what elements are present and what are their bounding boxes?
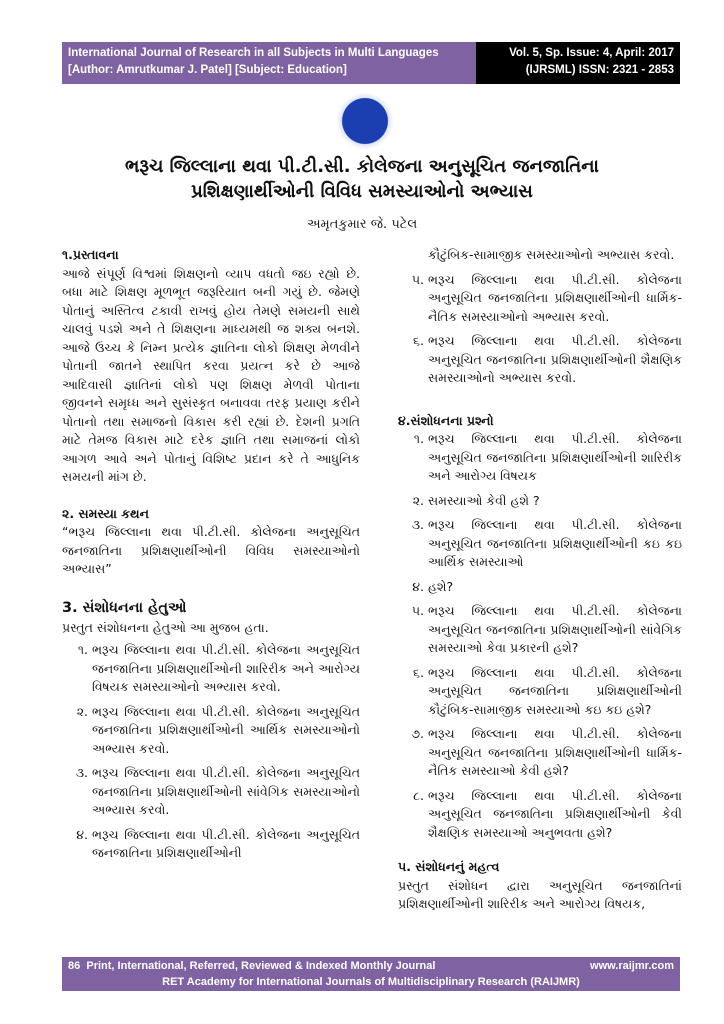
list-item: ૨. ભરૂચ જિલ્લાના થવા પી.ટી.સી. કોલેજના અનુસૂચિત જનજાતિના પ્રશિક્ષણાર્થીઓની આર્થિક સમસ્યાઓનો અભ્યાસ કરવો. bbox=[76, 703, 360, 756]
page-footer bbox=[62, 957, 680, 991]
list-item: ૭. ભરૂચ જિલ્લાના થવા પી.ટી.સી. કોલેજના અનુસૂચિત જનજાતિના પ્રશિક્ષણાર્થીઓની ધાર્મિક-નૈતિક સમસ્યાઓ કેવી હશે? bbox=[411, 726, 682, 778]
list-item: ૩. ભરૂચ જિલ્લાના થવા પી.ટી.સી. કોલેજના અનુસૂચિત જનજાતિના પ્રશિક્ષણાર્થીઓની સાંવેગિક સમસ્યાઓનો અભ્યાસ કરવો. bbox=[75, 765, 360, 817]
paper-author: અમૃતકુમાર જે. પટેલ bbox=[306, 217, 418, 232]
journal-logo bbox=[336, 92, 394, 150]
footer-publisher: RET Academy for International Journals of Multidisciplinary Research (RAIJMR) bbox=[162, 976, 580, 988]
list-item: ૨. સમસ્યાઓ કેવી હશે ? bbox=[412, 492, 540, 508]
list-item: ૫. ભરૂચ જિલ્લાના થવા પી.ટી.સી. કોલેજના અનુસૂચિત જનજાતિના પ્રશિક્ષણાર્થીઓની ધાર્મિક-નૈતિક સમસ્યાઓનો અભ્યાસ કરવો. bbox=[411, 271, 682, 324]
list-item: ૧. ભરૂચ જિલ્લાના થવા પી.ટી.સી. કોલેજના અનુસૂચિત જનજાતિના પ્રશિક્ષણાર્થીઓની શારિરીક અને આરોગ્ય વિષયક bbox=[413, 431, 682, 483]
list-item: ૮. ભરૂચ જિલ્લાના થવા પી.ટી.સી. કોલેજના અનુસૂચિત જનજાતિના પ્રશિક્ષણાર્થીઓની કેવી શૈક્ષણિક સમસ્યાઓ અનુભવતા હશે? bbox=[413, 787, 682, 840]
header-left bbox=[62, 42, 476, 84]
issn-info: (IJRSML) ISSN: 2321 - 2853 bbox=[525, 64, 674, 76]
section-heading: ૧.પ્રસ્તાવના bbox=[62, 247, 119, 262]
objectives-list bbox=[62, 641, 360, 863]
section-heading: ૫. સંશોધનનું મહત્વ bbox=[398, 859, 500, 874]
paragraph: પ્રસ્તુત સંશોધન દ્વારા અનુસૂચિત જનજાતિનાં પ્રશિક્ષણાર્થીઓની શારિરીક અને આરોગ્ય વિષયક, bbox=[398, 877, 682, 911]
footer-journal-line: Print, International, Referred, Reviewed & Indexed Monthly Journal bbox=[86, 960, 436, 972]
list-item: ૬. ભરૂચ જિલ્લાના થવા પી.ટી.સી. કોલેજના અનુસૂચિત જનજાતિના પ્રશિક્ષણાર્થીઓની કૌટુંબિક-સામાજીક સમસ્યાઓ કઇ કઇ હશે? bbox=[413, 664, 682, 717]
list-item: ૬. ભરૂચ જિલ્લાના થવા પી.ટી.સી. કોલેજના અનુસૂચિત જનજાતિના પ્રશિક્ષણાર્થીઓની શૈક્ષણિક સમસ્યાઓનો અભ્યાસ કરવો. bbox=[413, 333, 682, 385]
volume-info: Vol. 5, Sp. Issue: 4, April: 2017 bbox=[509, 47, 674, 59]
questions-list bbox=[398, 430, 682, 842]
author-subject: [Author: Amrutkumar J. Patel] [Subject: Education] bbox=[68, 64, 347, 76]
header-right bbox=[476, 42, 680, 84]
paragraph: પ્રસ્તુત સંશોધનના હેતુઓ આ મુજબ હતા. bbox=[62, 619, 269, 635]
section-heading: 3. સંશોધનના હેતુઓ bbox=[62, 599, 187, 616]
paragraph: “ભરૂચ જિલ્લાના થવા પી.ટી.સી. કોલેજના અનુસૂચિત જનજાતિના પ્રશિક્ષણાર્થીઓની વિવિધ સમસ્યાઓનો અભ્યાસ” bbox=[62, 524, 360, 576]
list-item-continued: કૌટુંબિક-સામાજીક સમસ્યાઓનો અભ્યાસ કરવો. bbox=[428, 247, 675, 262]
website-link[interactable]: www.raijmr.com bbox=[590, 960, 674, 972]
left-column bbox=[62, 246, 360, 869]
journal-name: International Journal of Research in all Subjects in Multi Languages bbox=[68, 47, 439, 59]
page-number: 86 bbox=[68, 960, 81, 972]
list-item: ૧. ભરૂચ જિલ્લાના થવા પી.ટી.સી. કોલેજના અનુસૂચિત જનજાતિના પ્રશિક્ષણાર્થીઓની શારિરીક અને આરોગ્ય વિષયક સમસ્યાઓનો અભ્યાસ કરવો. bbox=[77, 642, 360, 694]
section-heading: ૨. સમસ્યા કથન bbox=[62, 505, 149, 521]
page-header bbox=[62, 42, 680, 84]
section-heading: ૪.સંશોધનના પ્રશ્નો bbox=[398, 412, 494, 428]
objectives-list-continued bbox=[398, 271, 682, 388]
list-item: ૪. ભરૂચ જિલ્લાના થવા પી.ટી.સી. કોલેજના અનુસૂચિત જનજાતિના પ્રશિક્ષણાર્થીઓની bbox=[76, 826, 360, 860]
list-item: ૫. ભરૂચ જિલ્લાના થવા પી.ટી.સી. કોલેજના અનુસૂચિત જનજાતિના પ્રશિક્ષણાર્થીઓની સાંવેગિક સમસ્યાઓ કેવા પ્રકારની હશે? bbox=[411, 603, 682, 655]
list-item: ૪. હશે? bbox=[412, 578, 454, 594]
paragraph: આજે સંપૂર્ણ વિશ્વમાં શિક્ષણનો વ્યાપ વધતો જઇ રહ્યો છે. બધા માટે શિક્ષણ મૂળભૂત જરૂરિયાત બની ગયું છે. જેમણે પોતાનું અસ્તિત્વ ટકાવી રાખવું હોય તેમણે સમયની સાથે ચાલવું પડશે અને તે શિક્ષણના માધ્યમથી જ શક્ય બનશે. આજે ઉચ્ચ કે નિમ્ન પ્રત્યેક જ્ઞાતિના લોકો શિક્ષણ મેળવીને પોતાની જાતને સ્થાપિત કરવા પ્રયત્ન કરે છે આજે આદિવાસી જ્ઞાતિનાં લોકો પણ શિક્ષણ મેળવી પોતાના જીવનને સમૃધ્ધ અને સુસંસ્કૃત બનાવવા તરફ પ્રયાણ કરીને પોતાનો તથા સમાજનો વિકાસ કરી રહ્યાં છે. દેશની પ્રગતિ માટે તેમજ વિકાસ માટે દરેક જ્ઞાતિ તથા સમાજનાં લોકો આગળ આવે અને પોતાનું વિશિષ્ટ પ્રદાન કરે તે આધુનિક સમયની માંગ છે. bbox=[62, 265, 360, 484]
list-item: ૩. ભરૂચ જિલ્લાના થવા પી.ટી.સી. કોલેજના અનુસૂચિત જનજાતિના પ્રશિક્ષણાર્થીઓની કઇ કઇ આર્થિક સમસ્યાઓ bbox=[411, 517, 682, 569]
right-column bbox=[398, 246, 682, 914]
paper-title: ભરૂચ જિલ્લાના થવા પી.ટી.સી. કોલેજના અનુસૂચિત જનજાતિના પ્રશિક્ષણાર્થીઓની વિવિધ સમસ્યાઓનો અભ્યાસ bbox=[125, 156, 599, 202]
